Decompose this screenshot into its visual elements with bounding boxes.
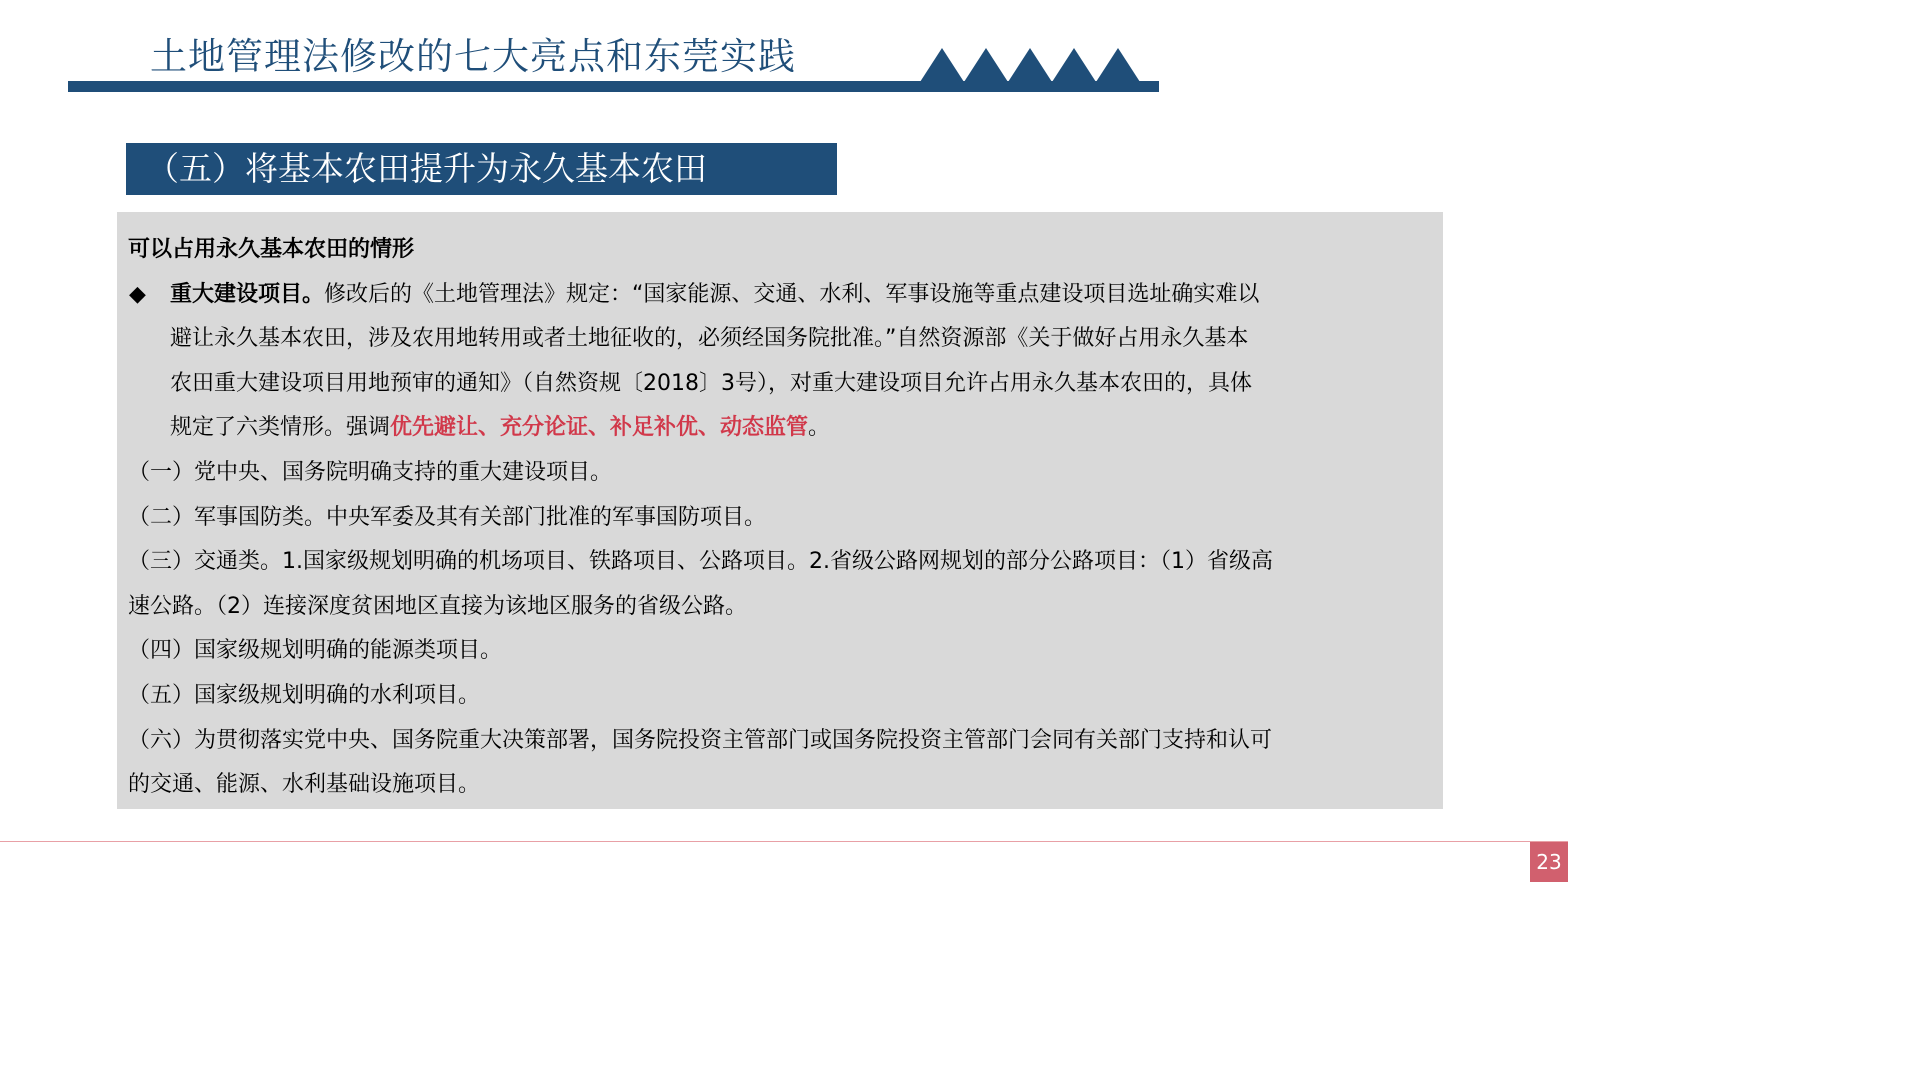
header-divider-bar — [68, 81, 1159, 92]
list-item: （一）党中央、国务院明确支持的重大建设项目。 — [128, 459, 613, 485]
footer-divider — [0, 841, 1568, 842]
list-item: （三）交通类。1.国家级规划明确的机场项目、铁路项目、公路项目。2.省级公路网规划的部分公路项目：（1）省级高 — [128, 549, 1273, 575]
content-subheading: 可以占用永久基本农田的情形 — [128, 237, 415, 262]
bullet-line — [128, 273, 1432, 318]
bullet-continuation: 农田重大建设项目用地预审的通知》（自然资规〔2018〕3号），对重大建设项目允许占用永久基本农田的，具体 — [170, 370, 1252, 396]
list-item: （六）为贯彻落实党中央、国务院重大决策部署，国务院投资主管部门或国务院投资主管部门会同有关部门支持和认可 — [128, 727, 1273, 753]
triangle-decoration — [1008, 48, 1052, 82]
triangle-decoration — [1052, 48, 1096, 82]
page-number-badge: 23 — [1530, 842, 1568, 882]
section-title: （五）将基本农田提升为永久基本农田 — [126, 143, 837, 195]
bullet-text: 规定了六类情形。强调 — [170, 415, 391, 441]
list-item: 的交通、能源、水利基础设施项目。 — [128, 772, 481, 798]
content-box — [117, 212, 1443, 809]
bullet-text: 修改后的《土地管理法》规定：“国家能源、交通、水利、军事设施等重点建设项目选址确实难以 — [324, 281, 1260, 307]
triangle-decoration — [920, 48, 964, 82]
page-title: 土地管理法修改的七大亮点和东莞实践 — [150, 35, 796, 78]
list-item: （二）军事国防类。中央军委及其有关部门批准的军事国防项目。 — [128, 504, 767, 530]
decorative-triangles — [920, 48, 1140, 82]
bullet-continuation: 避让永久基本农田，涉及农用地转用或者土地征收的，必须经国务院批准。”自然资源部《关于做好占用永久基本 — [170, 326, 1249, 352]
highlighted-principles: 优先避让、充分论证、补足补优、动态监管 — [390, 415, 809, 441]
triangle-decoration — [964, 48, 1008, 82]
bullet-lead: 重大建设项目。 — [170, 281, 325, 307]
list-item: （五）国家级规划明确的水利项目。 — [128, 682, 481, 708]
bullet-text: 。 — [808, 415, 831, 441]
list-item: （四）国家级规划明确的能源类项目。 — [128, 638, 503, 664]
bullet-continuation — [128, 406, 1432, 451]
diamond-bullet-icon: ◆ — [129, 281, 146, 307]
triangle-decoration — [1096, 48, 1140, 82]
list-item: 速公路。（2）连接深度贫困地区直接为该地区服务的省级公路。 — [128, 593, 747, 619]
